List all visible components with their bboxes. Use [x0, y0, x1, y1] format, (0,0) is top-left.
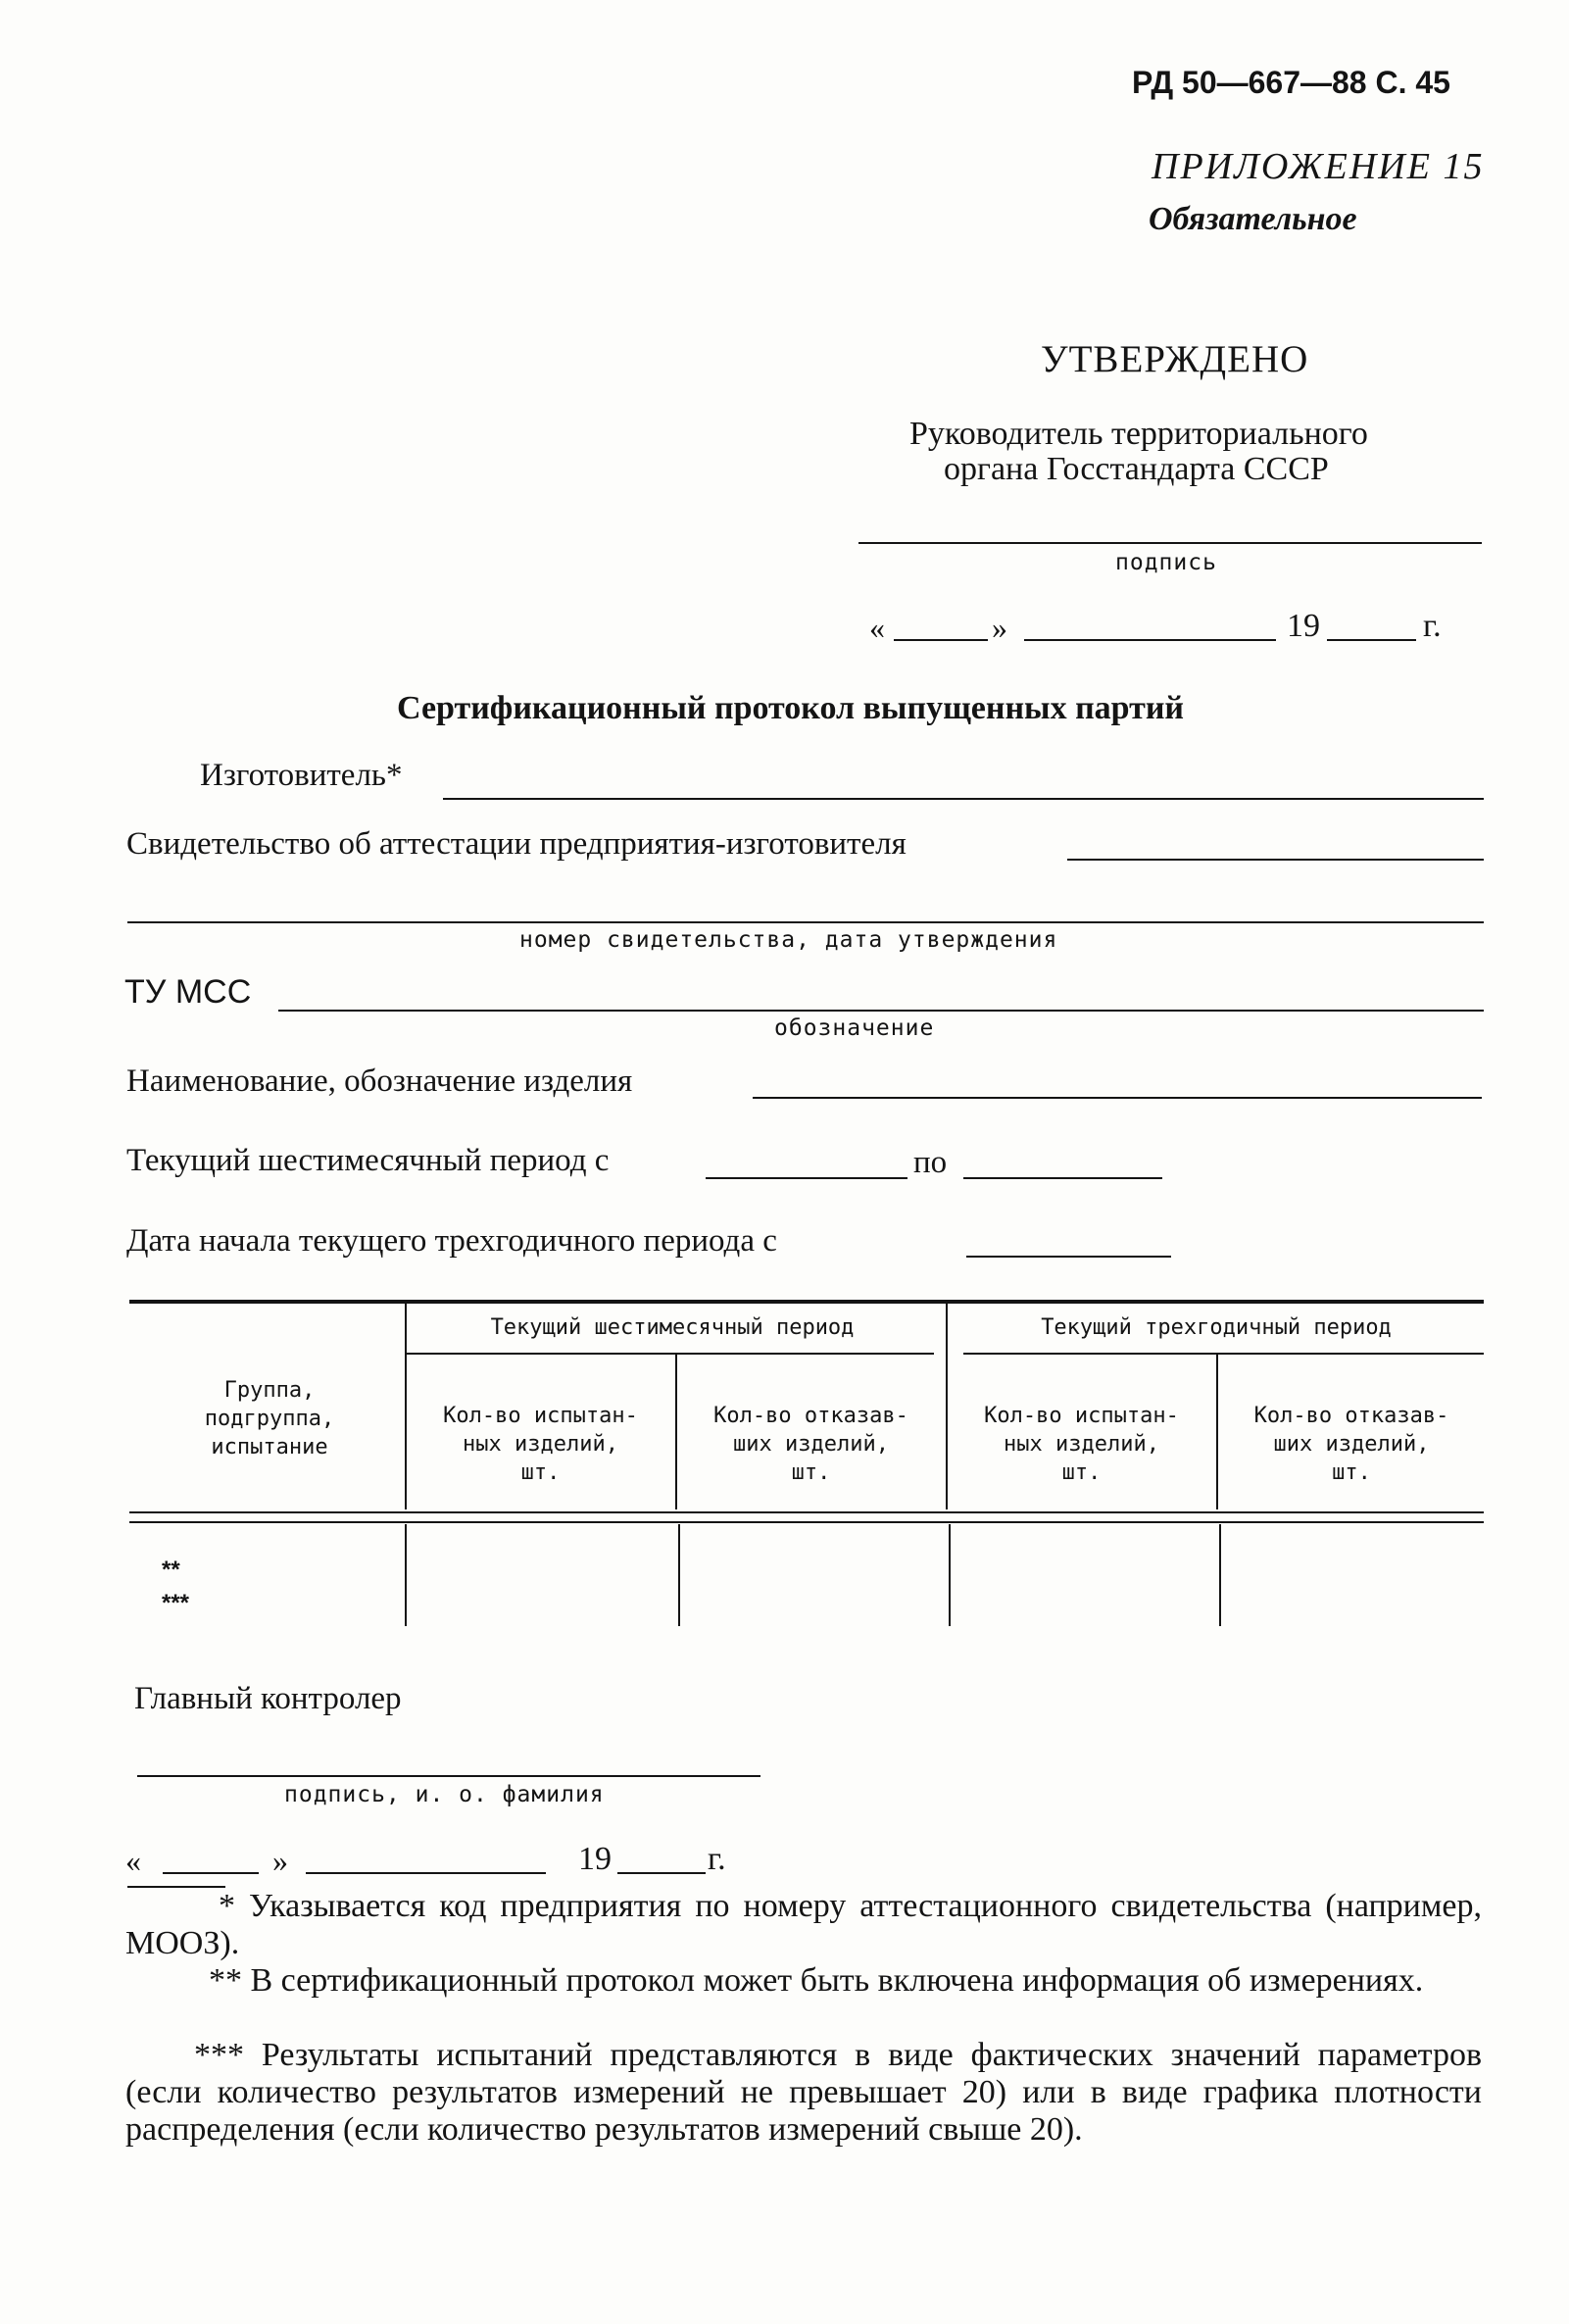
product-label: Наименование, обозначение изделия	[126, 1063, 633, 1099]
table-header-three-year-tested: Кол-во испытан- ных изделий, шт.	[984, 1404, 1179, 1485]
table-header-six-month-tested: Кол-во испытан- ных изделий, шт.	[443, 1404, 638, 1485]
tu-label: ТУ МСС	[124, 973, 252, 1011]
approval-date-open: «	[869, 610, 885, 645]
controller-year-suffix: г.	[708, 1841, 726, 1877]
table-body-divider-2	[678, 1524, 680, 1626]
controller-year-prefix: 19	[578, 1841, 612, 1877]
manufacturer-label: Изготовитель*	[200, 758, 403, 793]
table-row: ***	[162, 1590, 190, 1616]
period-from-line	[706, 1177, 907, 1179]
approval-signature-line	[858, 542, 1482, 544]
approval-line-2: органа Госстандарта СССР	[944, 451, 1329, 487]
table-header-three-year-failed: Кол-во отказав- ших изделий, шт.	[1253, 1404, 1449, 1485]
table-divider-1	[405, 1304, 407, 1509]
controller-year-line	[617, 1872, 706, 1874]
six-month-underline	[405, 1353, 934, 1355]
three-year-label: Дата начала текущего трехгодичного периода с	[126, 1223, 777, 1259]
period-label: Текущий шестимесячный период с	[126, 1143, 610, 1178]
certificate-line-2	[127, 921, 1484, 923]
controller-signature-line	[137, 1775, 760, 1777]
document-reference: РД 50—667—88 С. 45	[1132, 65, 1450, 100]
table-header-rule-1	[129, 1511, 1484, 1513]
footnote-2: ** В сертификационный протокол может быть включена информация об измерениях.	[209, 1962, 1424, 1999]
certificate-caption: номер свидетельства, дата утверждения	[519, 927, 1058, 953]
product-line	[753, 1097, 1482, 1099]
table-body-divider-4	[1219, 1524, 1221, 1626]
table-header-six-month-failed: Кол-во отказав- ших изделий, шт.	[713, 1404, 908, 1485]
table-header-rule-2	[129, 1521, 1484, 1523]
table-top-border	[129, 1300, 1484, 1304]
table-divider-3	[946, 1304, 948, 1509]
three-year-underline	[963, 1353, 1484, 1355]
table-row: **	[162, 1557, 180, 1583]
table-body-divider-1	[405, 1524, 407, 1626]
approval-signature-caption: подпись	[1115, 550, 1217, 575]
three-year-line	[966, 1256, 1171, 1258]
controller-day-line	[163, 1872, 259, 1874]
table-header-six-month: Текущий шестимесячный период	[490, 1315, 855, 1340]
tu-line	[278, 1010, 1484, 1012]
controller-month-line	[306, 1872, 546, 1874]
footnote-3: *** Результаты испытаний представляются в виде фактических значений параметров (если количество результатов измерений не превышает 20) или в виде графика плотности распределения (если количество результатов измерений свыше 20).	[125, 2037, 1482, 2148]
approval-year-line	[1327, 639, 1416, 641]
table-header-group: Группа, подгруппа, испытание	[204, 1378, 335, 1459]
approval-year-suffix: г.	[1423, 608, 1442, 644]
certificate-label: Свидетельство об аттестации предприятия-изготовителя	[126, 826, 907, 862]
appendix-title: ПРИЛОЖЕНИЕ 15	[1152, 146, 1485, 187]
table-body-divider-3	[949, 1524, 951, 1626]
controller-date-open: «	[125, 1843, 141, 1878]
approval-date-close: »	[992, 610, 1007, 645]
approval-day-line	[894, 639, 988, 641]
controller-title: Главный контролер	[134, 1681, 402, 1716]
table-header-three-year: Текущий трехгодичный период	[1041, 1315, 1392, 1340]
approval-line-1: Руководитель территориального	[909, 416, 1368, 452]
approval-year-prefix: 19	[1287, 608, 1320, 644]
mandatory-label: Обязательное	[1149, 201, 1357, 237]
controller-date-close: »	[272, 1843, 288, 1878]
period-to-label: по	[913, 1145, 948, 1180]
certificate-line-1	[1067, 859, 1484, 861]
tu-caption: обозначение	[774, 1015, 935, 1041]
table-divider-4	[1216, 1355, 1218, 1509]
approval-month-line	[1024, 639, 1276, 641]
approval-title: УТВЕРЖДЕНО	[1041, 338, 1309, 380]
footnote-1: * Указывается код предприятия по номеру аттестационного свидетельства (например, МООЗ).	[125, 1888, 1482, 1961]
controller-signature-caption: подпись, и. о. фамилия	[284, 1782, 605, 1807]
document-title: Сертификационный протокол выпущенных партий	[397, 690, 1185, 726]
manufacturer-line	[443, 798, 1484, 800]
table-divider-2	[675, 1355, 677, 1509]
period-to-line	[963, 1177, 1162, 1179]
